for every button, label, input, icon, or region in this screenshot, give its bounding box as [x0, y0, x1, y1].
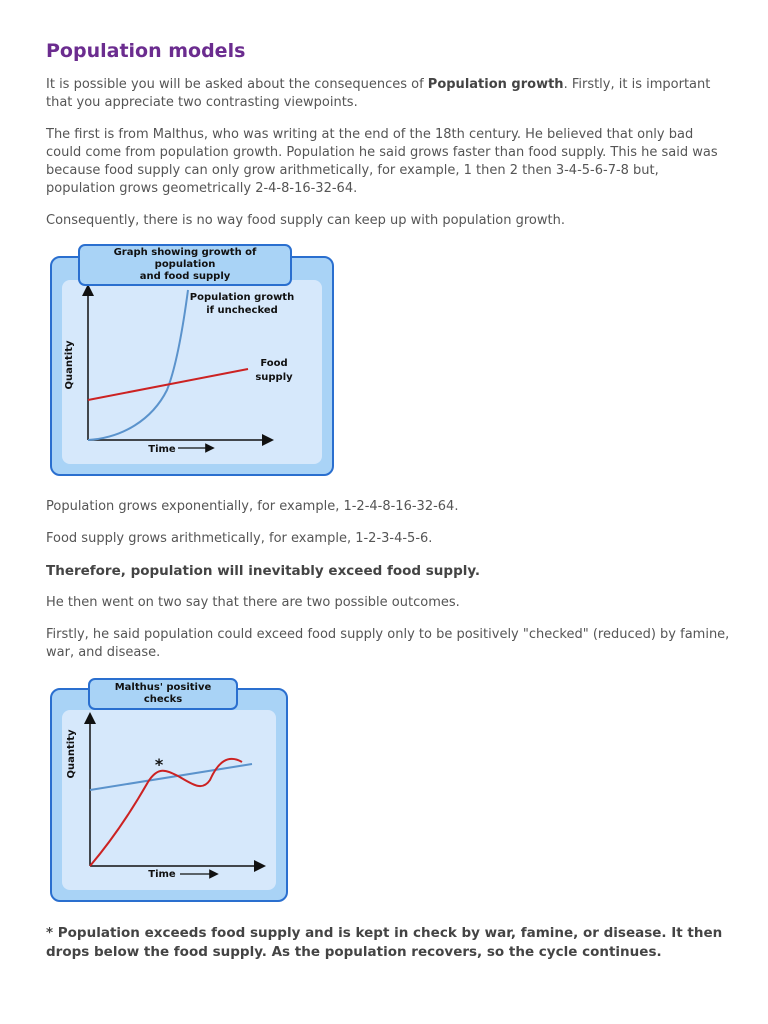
positive-checks-graph — [50, 676, 288, 902]
food-label-line2: supply — [255, 372, 293, 383]
population-curve — [88, 290, 188, 440]
graph-frame — [50, 256, 334, 476]
consequently-paragraph: Consequently, there is no way food supply can keep up with population growth. — [46, 213, 565, 228]
graph2-svg — [62, 710, 276, 882]
y-axis-label: Quantity — [64, 340, 75, 390]
population-food-graph — [50, 244, 334, 476]
intro-paragraph — [46, 76, 730, 112]
intro-bold-term: Population growth — [427, 77, 564, 92]
food-label-line1: Food — [260, 358, 288, 369]
graph-plot-area — [62, 280, 322, 464]
food-supply-line — [88, 369, 248, 400]
food-supply-line-2 — [90, 764, 252, 790]
outcomes-paragraph: He then went on two say that there are two possible outcomes. — [46, 595, 460, 610]
graph1-title-line1: Graph showing growth of population — [113, 247, 257, 270]
population-oscillation-curve — [90, 759, 242, 866]
footnote-paragraph: * Population exceeds food supply and is kept in check by war, famine, or disease. It then drops below the food supply. As the population recovers, so the cycle continues. — [46, 925, 723, 960]
y-axis-label-2: Quantity — [66, 729, 77, 779]
asterisk-marker: * — [154, 755, 164, 774]
graph2-title-tab — [88, 678, 238, 710]
x-axis-label: Time — [148, 444, 176, 454]
arithmetic-paragraph: Food supply grows arithmetically, for example, 1-2-3-4-5-6. — [46, 531, 433, 546]
population-label-line1: Population growth — [189, 292, 295, 303]
x-axis-label-2: Time — [148, 869, 176, 880]
therefore-paragraph: Therefore, population will inevitably exceed food supply. — [46, 563, 481, 579]
page-title: Population models — [46, 40, 246, 62]
population-label-line2: if unchecked — [206, 305, 278, 316]
graph1-svg — [62, 280, 322, 454]
firstly-paragraph: Firstly, he said population could exceed food supply only to be positively "checked" (reduced) by famine, war, and disease. — [46, 627, 730, 660]
graph2-plot-area — [62, 710, 276, 890]
graph2-frame — [50, 688, 288, 902]
exponential-paragraph: Population grows exponentially, for example, 1-2-4-8-16-32-64. — [46, 499, 459, 514]
malthus-paragraph: The first is from Malthus, who was writing at the end of the 18th century. He believed that only bad could come from population growth. Population he said grows faster than food supply. This he said was because food supply can only grow arithmetically, for example, 1 then 2 then 3-4-5-6-7-8 but, population grows geometrically 2-4-8-16-32-64. — [46, 127, 718, 196]
document-page — [46, 40, 730, 976]
graph1-title-line2: and food supply — [139, 271, 231, 282]
intro-text-after: . Firstly, it is important that you appreciate two contrasting viewpoints. — [46, 77, 711, 110]
graph2-title: Malthus' positive checks — [114, 682, 212, 705]
intro-text-before: It is possible you will be asked about the consequences of — [46, 77, 428, 92]
graph1-title-tab — [78, 244, 292, 286]
